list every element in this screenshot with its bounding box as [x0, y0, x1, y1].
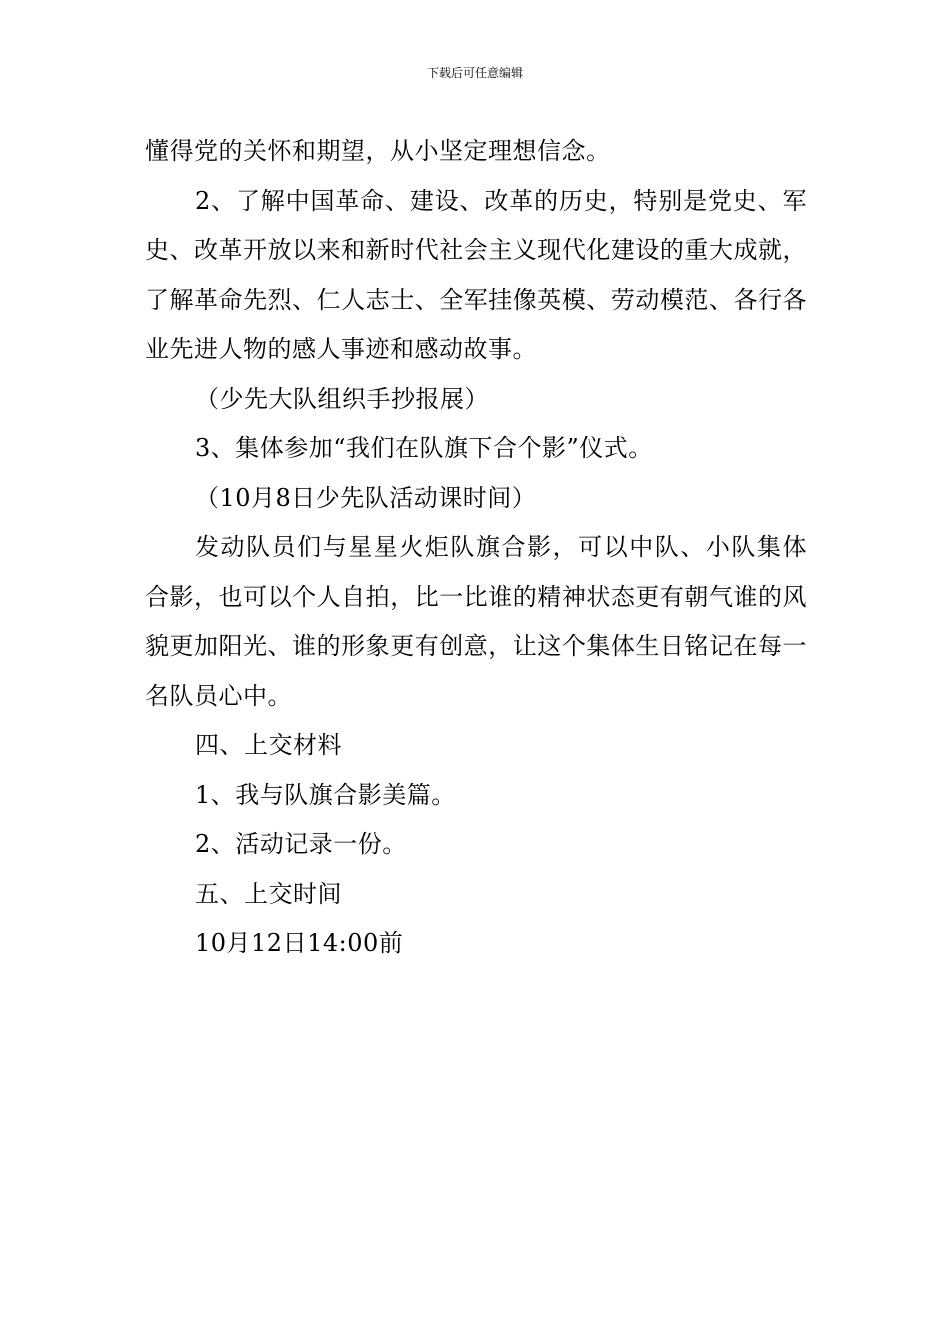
deadline-text: 10月12日14:00前	[195, 929, 404, 957]
list-item-1: 1、我与队旗合影美篇。	[195, 780, 456, 809]
paragraph-1: 懂得党的关怀和期望，从小坚定理想信念。	[145, 137, 611, 165]
paragraph-5: （10月8日少先队活动课时间）	[195, 483, 537, 512]
paragraph-4: 3、集体参加“我们在队旗下合个影”仪式。	[195, 434, 653, 462]
section-heading-deadline: 五、上交时间	[195, 879, 342, 908]
section-heading-materials: 四、上交材料	[195, 731, 342, 759]
paragraph-6: 发动队员们与星星火炬队旗合影，可以中队、小队集体合影，也可以个人自拍，比一比谁的精神状态更有朝气谁的风貌更加阳光、谁的形象更有创意，让这个集体生日铭记在每一名队员心中。	[145, 533, 807, 710]
paragraph-2: 2、了解中国革命、建设、改革的历史，特别是党史、军史、改革开放以来和新时代社会主义现代化建设的重大成就，了解革命先烈、仁人志士、全军挂像英模、劳动模范、各行各业先进人物的感人事迹和感动故事。	[145, 186, 807, 363]
document-body	[145, 127, 807, 969]
page-header: 下载后可任意编辑	[426, 66, 523, 80]
paragraph-3: （少先大队组织手抄报展）	[195, 384, 489, 413]
list-item-2: 2、活动记录一份。	[195, 830, 407, 858]
